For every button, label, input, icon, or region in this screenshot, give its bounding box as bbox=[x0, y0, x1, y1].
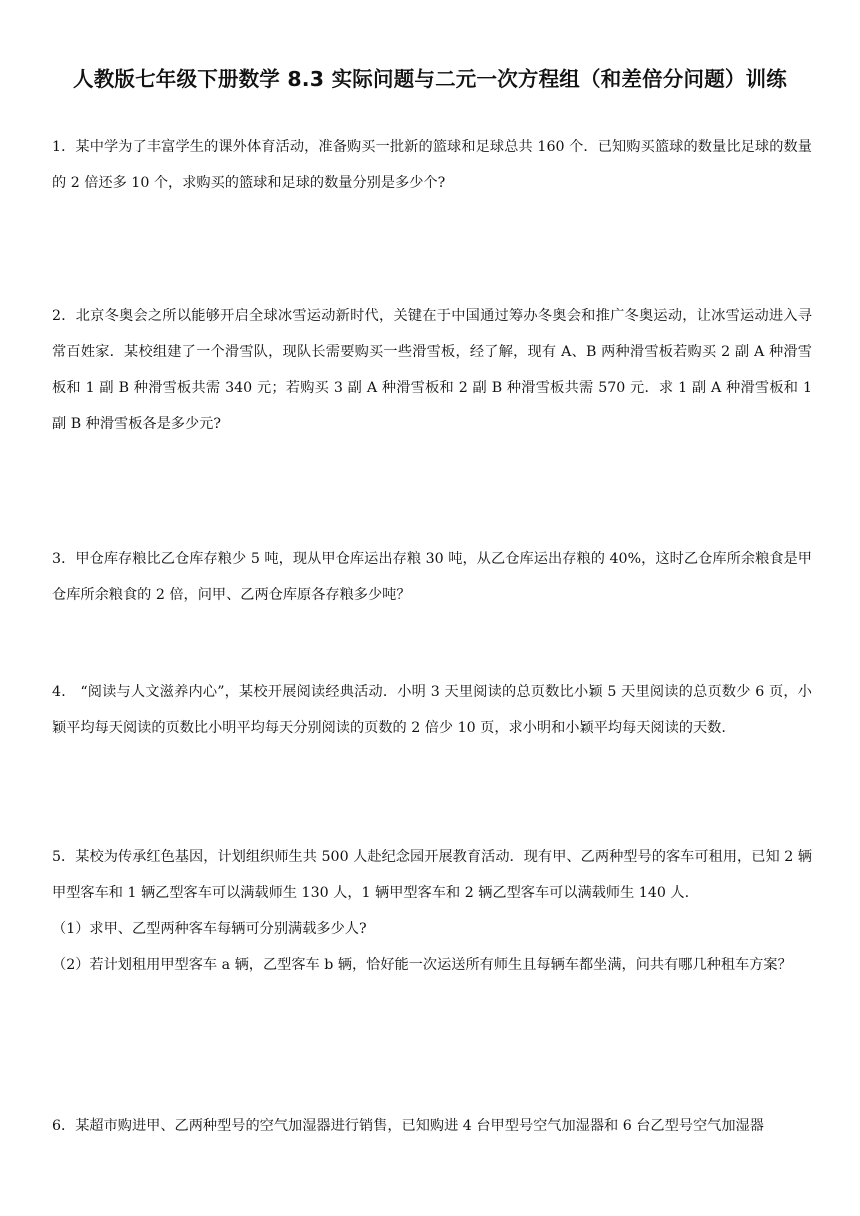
question-6-text: 6．某超市购进甲、乙两种型号的空气加湿器进行销售，已知购进 4 台甲型号空气加湿器和 6 台乙型号空气加湿器 bbox=[52, 1118, 764, 1134]
question-1-text: 1．某中学为了丰富学生的课外体育活动，准备购买一批新的篮球和足球总共 160 个．已知购买篮球的数量比足球的数量的 2 倍还多 10 个，求购买的篮球和足球的数量分别是多少个? bbox=[52, 139, 812, 191]
question-5-part-1: （1）求甲、乙型两种客车每辆可分别满载多少人? bbox=[52, 921, 367, 937]
question-5-text: 5．某校为传承红色基因，计划组织师生共 500 人赴纪念园开展教育活动．现有甲、乙两种型号的客车可租用，已知 2 辆甲型客车和 1 辆乙型客车可以满载师生 130 人，1 辆甲型客车和 2 辆乙型客车可以满载师生 140 人. bbox=[52, 849, 812, 901]
question-3-text: 3．甲仓库存粮比乙仓库存粮少 5 吨，现从甲仓库运出存粮 30 吨，从乙仓库运出存粮的 40%，这时乙仓库所余粮食是甲仓库所余粮食的 2 倍，问甲、乙两仓库原各存粮多少吨？ bbox=[52, 551, 812, 603]
question-3 bbox=[52, 541, 812, 613]
question-2 bbox=[52, 298, 812, 442]
question-4 bbox=[52, 674, 812, 746]
question-5-part-2: （2）若计划租用甲型客车 a 辆，乙型客车 b 辆，恰好能一次运送所有师生且每辆车都坐满，问共有哪几种租车方案？ bbox=[52, 957, 792, 973]
question-1 bbox=[52, 129, 812, 201]
question-5 bbox=[52, 839, 812, 983]
question-2-text: 2．北京冬奥会之所以能够开启全球冰雪运动新时代，关键在于中国通过筹办冬奥会和推广冬奥运动，让冰雪运动进入寻常百姓家．某校组建了一个滑雪队，现队长需要购买一些滑雪板，经了解，现有 A、B 两种滑雪板若购买 2 副 A 种滑雪板和 1 副 B 种滑雪板共需 340 元；若购买 3 副 A 种滑雪板和 2 副 B 种滑雪板共需 570 元．求 1 副 A 种滑雪板和 1 副 B 种滑雪板各是多少元? bbox=[52, 308, 812, 432]
question-4-text: 4． “阅读与人文滋养内心”，某校开展阅读经典活动．小明 3 天里阅读的总页数比小颖 5 天里阅读的总页数少 6 页，小颖平均每天阅读的页数比小明平均每天分别阅读的页数的 2 倍少 10 页，求小明和小颖平均每天阅读的天数. bbox=[52, 684, 812, 736]
page-title: 人教版七年级下册数学 8.3 实际问题与二元一次方程组（和差倍分问题）训练 bbox=[73, 67, 787, 91]
question-6 bbox=[52, 1108, 812, 1144]
